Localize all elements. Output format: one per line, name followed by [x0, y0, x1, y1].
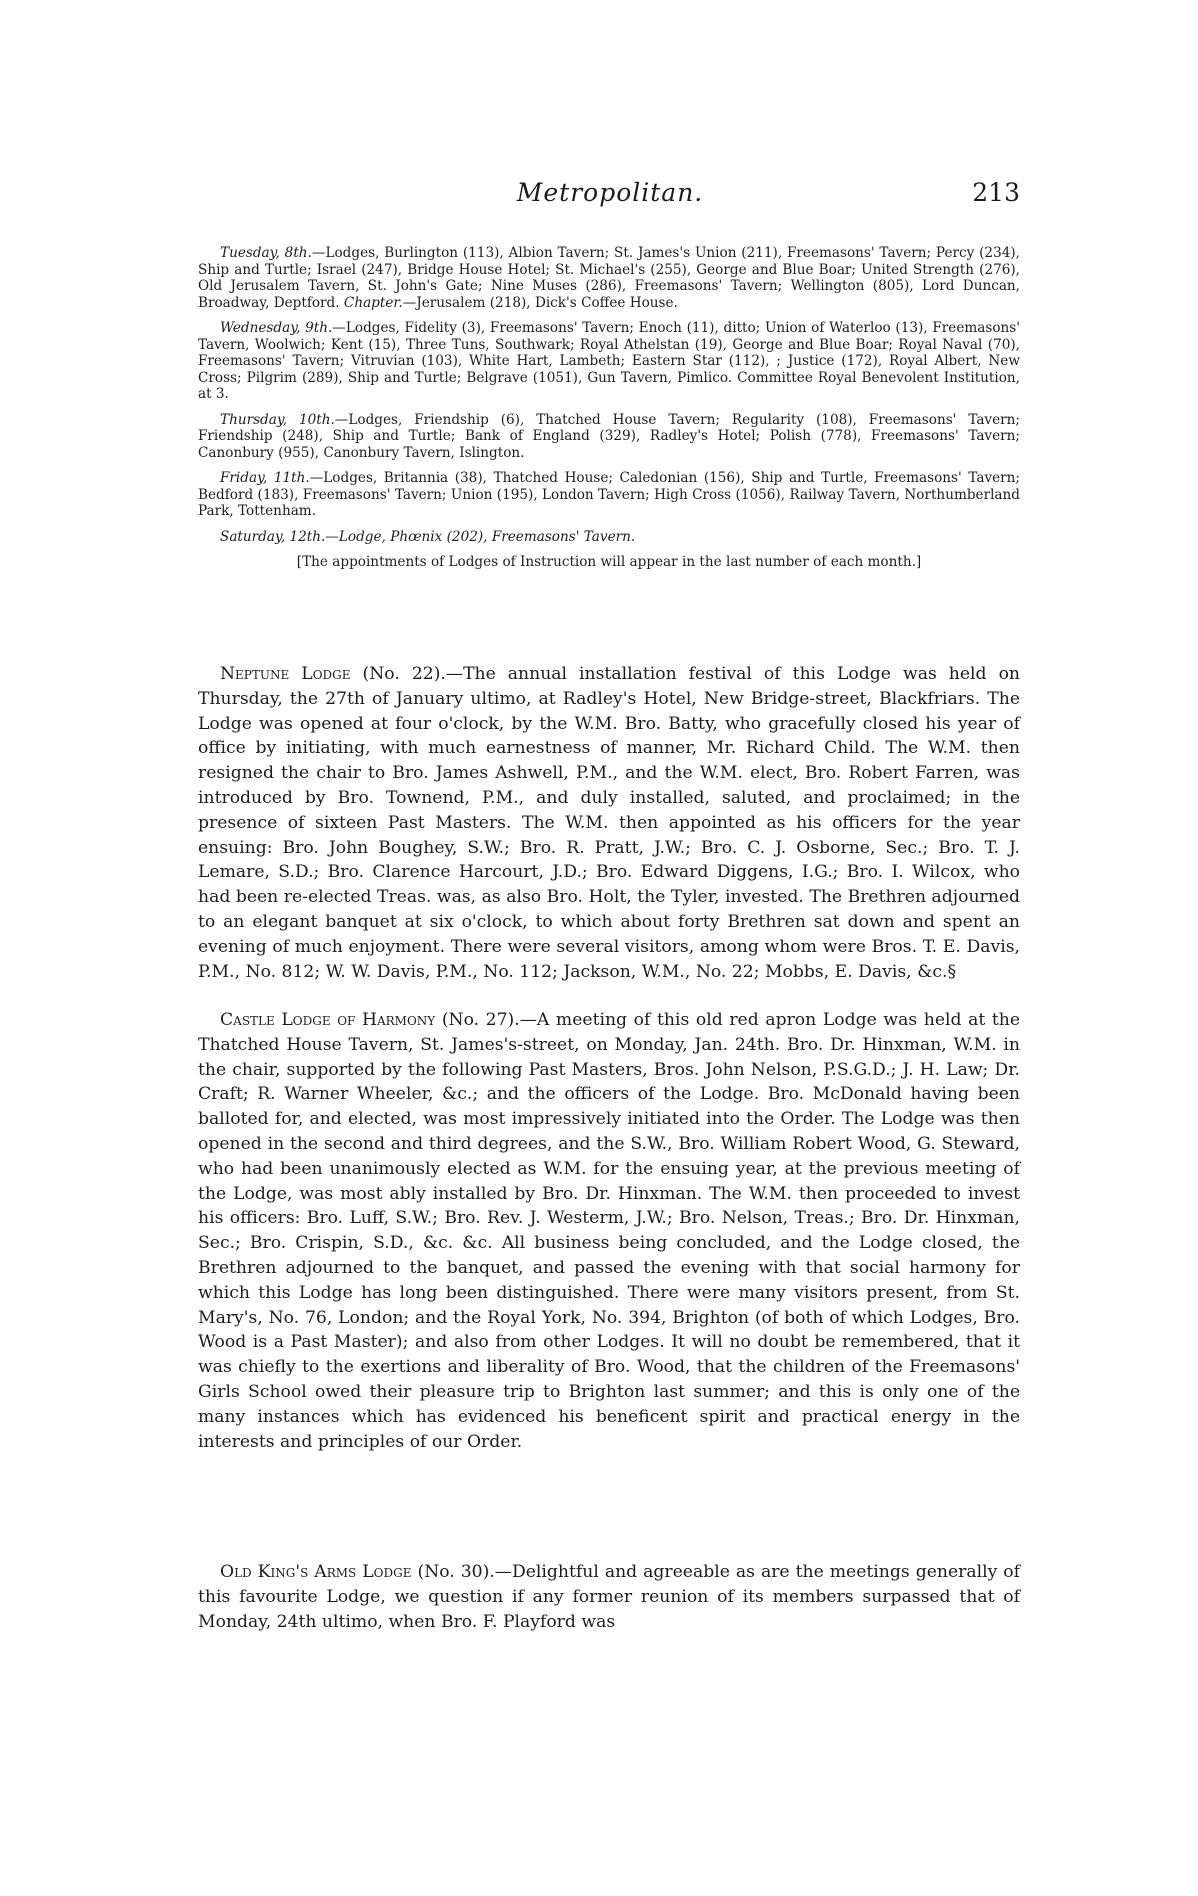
article-paragraph	[198, 1008, 1020, 1454]
chapter-text: —Jerusalem (218), Dick's Coffee House.	[402, 294, 678, 311]
instruction-note: [The appointments of Lodges of Instruction will appear in the last number of each month.]	[296, 554, 922, 570]
calendar-day: Friday, 11th.	[220, 470, 310, 486]
calendar-entry-thursday	[198, 412, 1020, 462]
calendar-entry-saturday	[198, 529, 1020, 546]
calendar-entry-wednesday	[198, 320, 1020, 403]
article-heading: Castle Lodge of Harmony	[220, 1010, 436, 1030]
lodge-calendar	[198, 245, 1020, 571]
article-text: (No. 22).—The annual installation festival of this Lodge was held on Thursday, the 27th of January ultimo, at Radley's Hotel, New Bridge-street, Blackfriars. The Lodge was opened at four o'clock, by the W.M. Bro. Batty, who gracefully closed his year of office by initiating, with much earnestness of manner, Mr. Richard Child. The W.M. then resigned the chair to Bro. James Ashwell, P.M., and the W.M. elect, Bro. Robert Farren, was introduced by Bro. Townend, P.M., and duly installed, saluted, and proclaimed; in the presence of sixteen Past Masters. The W.M. then appointed as his officers for the year ensuing: Bro. John Boughey, S.W.; Bro. R. Pratt, J.W.; Bro. C. J. Osborne, Sec.; Bro. T. J. Lemare, S.D.; Bro. Clarence Harcourt, J.D.; Bro. Edward Diggens, I.G.; Bro. I. Wilcox, who had been re-elected Treas. was, as also Bro. Holt, the Tyler, invested. The Brethren adjourned to an elegant banquet at six o'clock, to which about forty Brethren sat down and spent an evening of much enjoyment. There were several visitors, among whom were Bros. T. E. Davis, P.M., No. 812; W. W. Davis, P.M., No. 112; Jackson, W.M., No. 22; Mobbs, E. Davis, &c.§	[198, 664, 1020, 982]
running-title: Metropolitan.	[516, 178, 704, 207]
page-header	[200, 178, 1020, 218]
calendar-day: Thursday, 10th.	[220, 411, 335, 428]
article-old-kings-arms-lodge	[198, 1560, 1020, 1634]
page-number: 213	[972, 178, 1020, 207]
article-castle-lodge	[198, 1008, 1020, 1454]
article-heading: Old King's Arms Lodge	[220, 1562, 412, 1582]
article-neptune-lodge	[198, 662, 1020, 984]
article-text: (No. 30).—Delightful and agreeable as are the meetings generally of this favourite Lodge, we question if any former reunion of its members surpassed that of Monday, 24th ultimo, when Bro. F. Playford was	[198, 1562, 1020, 1632]
calendar-text: —Lodges, Burlington (113), Albion Tavern; St. James's Union (211), Freemasons' Tavern; Percy (234), Ship and Turtle; Israel (247), Bridge House Hotel; St. Michael's (255), George and Blue Boar; United Strength (276), Old Jerusalem Tavern, St. John's Gate; Nine Muses (286), Freemasons' Tavern; Wellington (805), Lord Duncan, Broadway, Deptford.	[198, 245, 1020, 311]
article-paragraph	[198, 1560, 1020, 1634]
calendar-text: —Lodges, Friendship (6), Thatched House Tavern; Regularity (108), Freemasons' Tavern; Friendship (248), Ship and Turtle; Bank of England (329), Radley's Hotel; Polish (778), Freemasons' Tavern; Canonbury (955), Canonbury Tavern, Islington.	[198, 411, 1020, 461]
chapter-label: Chapter.	[343, 294, 403, 311]
calendar-text: —Lodges, Britannia (38), Thatched House; Caledonian (156), Ship and Turtle, Freemasons' Tavern; Bedford (183), Freemasons' Tavern; Union (195), London Tavern; High Cross (1056), Railway Tavern, Northumberland Park, Tottenham.	[198, 470, 1021, 519]
calendar-text: —Lodge, Phœnix (202), Freemasons' Tavern.	[325, 528, 636, 545]
article-text: (No. 27).—A meeting of this old red apron Lodge was held at the Thatched House Tavern, St. James's-street, on Monday, Jan. 24th. Bro. Dr. Hinxman, W.M. in the chair, supported by the following Past Masters, Bros. John Nelson, P.S.G.D.; J. H. Law; Dr. Craft; R. Warner Wheeler, &c.; and the officers of the Lodge. Bro. McDonald having been balloted for, and elected, was most impressively initiated into the Order. The Lodge was then opened in the second and third degrees, and the S.W., Bro. William Robert Wood, G. Steward, who had been unanimously elected as W.M. for the ensuing year, at the previous meeting of the Lodge, was most ably installed by Bro. Dr. Hinxman. The W.M. then proceeded to invest his officers: Bro. Luff, S.W.; Bro. Rev. J. Westerm, J.W.; Bro. Nelson, Treas.; Bro. Dr. Hinxman, Sec.; Bro. Crispin, S.D., &c. &c. All business being concluded, and the Lodge closed, the Brethren adjourned to the banquet, and passed the evening with that social harmony for which this Lodge has long been distinguished. There were many visitors present, from St. Mary's, No. 76, London; and the Royal York, No. 394, Brighton (of both of which Lodges, Bro. Wood is a Past Master); and also from other Lodges. It will no doubt be remembered, that it was chiefly to the exertions and liberality of Bro. Wood, that the children of the Freemasons' Girls School owed their pleasure trip to Brighton last summer; and this is only one of the many instances which has evidenced his beneficent spirit and practical energy in the interests and principles of our Order.	[198, 1010, 1020, 1452]
calendar-day: Saturday, 12th.	[220, 528, 326, 545]
article-heading: Neptune Lodge	[220, 664, 351, 684]
calendar-entry-tuesday	[198, 245, 1020, 311]
calendar-day: Tuesday, 8th.	[220, 245, 312, 261]
calendar-day: Wednesday, 9th.	[220, 320, 333, 336]
calendar-entry-friday	[198, 470, 1020, 520]
calendar-text: —Lodges, Fidelity (3), Freemasons' Tavern; Enoch (11), ditto; Union of Waterloo (13), Freemasons' Tavern, Woolwich; Kent (15), Three Tuns, Southwark; Royal Athelstan (19), George and Blue Boar; Royal Naval (70), Freemasons' Tavern; Vitruvian (103), White Hart, Lambeth; Eastern Star (112), ; Justice (172), Royal Albert, New Cross; Pilgrim (289), Ship and Turtle; Belgrave (1051), Gun Tavern, Pimlico. Committee Royal Benevolent Institution, at 3.	[198, 320, 1020, 402]
article-paragraph	[198, 662, 1020, 984]
